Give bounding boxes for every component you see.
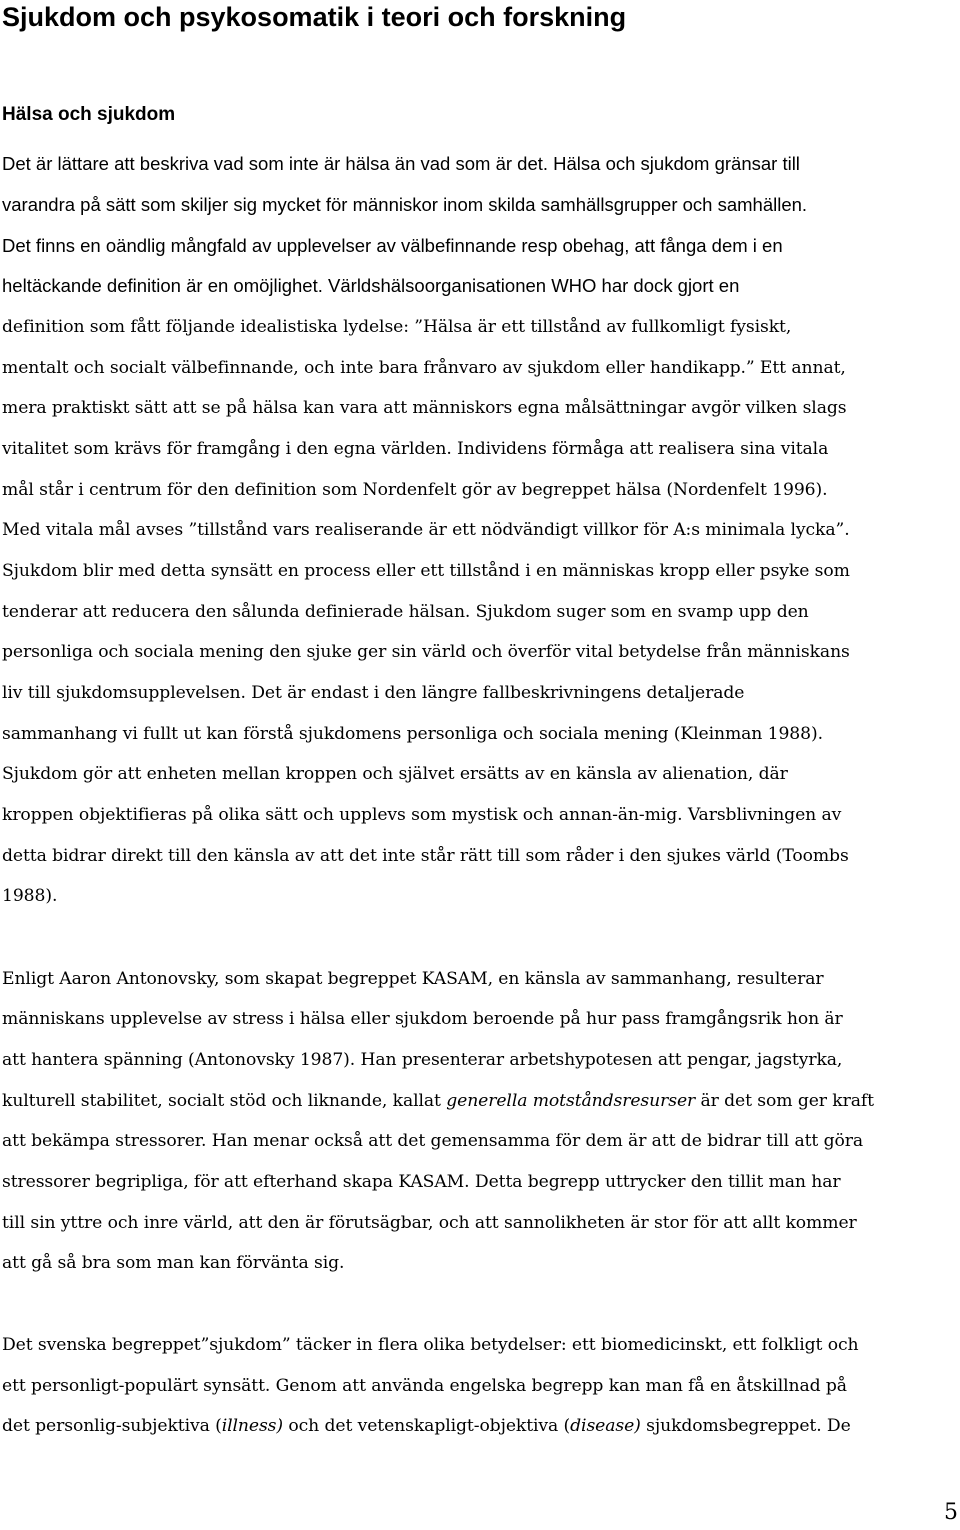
- document-title: Sjukdom och psykosomatik i teori och forskning: [2, 2, 627, 32]
- text-line: att hantera spänning (Antonovsky 1987). Han presenterar arbetshypotesen att pengar, jagstyrka,: [2, 1050, 843, 1070]
- text-line: att bekämpa stressorer. Han menar också att det gemensamma för dem är att de bidrar till att göra: [2, 1131, 863, 1151]
- text-line: ett personligt-populärt synsätt. Genom att använda engelska begrepp kan man få en åtskillnad på: [2, 1376, 847, 1396]
- text-line: Sjukdom blir med detta synsätt en process eller ett tillstånd i en människas kropp eller psyke som: [2, 561, 850, 581]
- text-line: mentalt och socialt välbefinnande, och inte bara frånvaro av sjukdom eller handikapp.” Ett annat,: [2, 358, 846, 378]
- text-line: heltäckande definition är en omöjlighet. Världshälsoorganisationen WHO har dock gjort en: [2, 275, 740, 296]
- text-line: detta bidrar direkt till den känsla av att det inte står rätt till som råder i den sjukes värld (Toombs: [2, 846, 849, 866]
- text-line: Det finns en oändlig mångfald av upplevelser av välbefinnande resp obehag, att fånga dem i en: [2, 235, 783, 256]
- text-line: kulturell stabilitet, socialt stöd och liknande, kallat generella motståndsresurser är det som ger kraft: [2, 1091, 874, 1111]
- text-line: 1988).: [2, 886, 58, 906]
- text-line: till sin yttre och inre värld, att den är förutsägbar, och att sannolikheten är stor för att allt kommer: [2, 1213, 857, 1233]
- text-line: att gå så bra som man kan förvänta sig.: [2, 1253, 345, 1273]
- text-line: vitalitet som krävs för framgång i den egna världen. Individens förmåga att realisera sina vitala: [2, 439, 829, 459]
- text-line: personliga och sociala mening den sjuke ger sin värld och överför vital betydelse från människans: [2, 642, 850, 662]
- text-line: definition som fått följande idealistiska lydelse: ”Hälsa är ett tillstånd av fullkomligt fysiskt,: [2, 317, 792, 337]
- text-line: Det är lättare att beskriva vad som inte är hälsa än vad som är det. Hälsa och sjukdom gränsar till: [2, 153, 800, 174]
- text-line: sammanhang vi fullt ut kan förstå sjukdomens personliga och sociala mening (Kleinman 1988).: [2, 724, 823, 744]
- text-line: kroppen objektifieras på olika sätt och upplevs som mystisk och annan-än-mig. Varsblivningen av: [2, 805, 842, 825]
- text-line: varandra på sätt som skiljer sig mycket för människor inom skilda samhällsgrupper och samhällen.: [2, 194, 808, 215]
- text-line: mål står i centrum för den definition som Nordenfelt gör av begreppet hälsa (Nordenfelt 1996).: [2, 480, 828, 500]
- text-line: Sjukdom gör att enheten mellan kroppen och självet ersätts av en känsla av alienation, där: [2, 764, 788, 784]
- section-heading: Hälsa och sjukdom: [2, 104, 176, 125]
- text-line: liv till sjukdomsupplevelsen. Det är endast i den längre fallbeskrivningens detaljerade: [2, 683, 745, 703]
- text-line: Enligt Aaron Antonovsky, som skapat begreppet KASAM, en känsla av sammanhang, resulterar: [2, 969, 824, 989]
- text-line: Det svenska begreppet”sjukdom” täcker in flera olika betydelser: ett biomedicinskt, ett folkligt och: [2, 1335, 859, 1355]
- text-line: stressorer begripliga, för att efterhand skapa KASAM. Detta begrepp uttrycker den tillit man har: [2, 1172, 841, 1192]
- text-line: mera praktiskt sätt att se på hälsa kan vara att människors egna målsättningar avgör vilken slags: [2, 398, 847, 418]
- page-number: 5: [944, 1500, 958, 1525]
- text-line: Med vitala mål avses ”tillstånd vars realiserande är ett nödvändigt villkor för A:s minimala lycka”.: [2, 520, 850, 540]
- text-line: det personlig-subjektiva (illness) och det vetenskapligt-objektiva (disease) sjukdomsbegreppet. De: [2, 1416, 851, 1436]
- text-line: tenderar att reducera den sålunda definierade hälsan. Sjukdom suger som en svamp upp den: [2, 602, 809, 622]
- text-line: människans upplevelse av stress i hälsa eller sjukdom beroende på hur pass framgångsrik hon är: [2, 1009, 843, 1029]
